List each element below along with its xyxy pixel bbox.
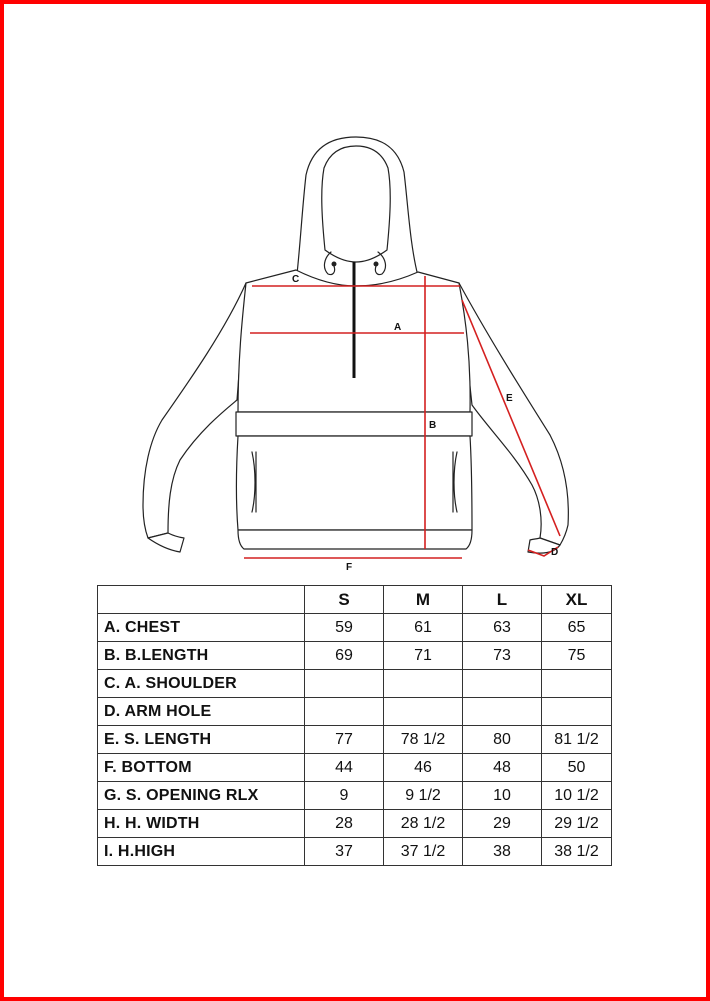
cell-value: 81 1/2 [542,726,612,754]
table-row [98,838,612,866]
header-empty [98,586,305,614]
label-chest: A [394,322,402,333]
row-label: I. H.HIGH [98,838,305,866]
row-label: E. S. LENGTH [98,726,305,754]
pocket-band [236,412,472,436]
cell-value: 9 1/2 [384,782,463,810]
header-size-xl: XL [542,586,612,614]
cell-value: 37 1/2 [384,838,463,866]
table-header-row [98,586,612,614]
table-row [98,614,612,642]
table-row [98,754,612,782]
cell-value: 28 1/2 [384,810,463,838]
header-size-s: S [305,586,384,614]
row-label: B. B.LENGTH [98,642,305,670]
sleeve-right [459,283,568,545]
cell-value: 63 [463,614,542,642]
cell-value [305,670,384,698]
cell-value: 61 [384,614,463,642]
cell-value [463,670,542,698]
cell-value [384,670,463,698]
lower-body [237,436,473,530]
cell-value [542,670,612,698]
cell-value [542,698,612,726]
header-size-m: M [384,586,463,614]
hood-outline [296,137,418,286]
cell-value: 69 [305,642,384,670]
sleeve-length-measure-line [462,300,560,536]
cell-value: 38 1/2 [542,838,612,866]
cell-value [384,698,463,726]
table-row [98,642,612,670]
table-row [98,810,612,838]
cell-value [463,698,542,726]
cell-value: 77 [305,726,384,754]
label-sleeve-length: E [506,393,513,404]
cell-value: 78 1/2 [384,726,463,754]
row-label: D. ARM HOLE [98,698,305,726]
label-arm-hole: D [551,547,559,558]
cell-value: 71 [384,642,463,670]
cell-value: 48 [463,754,542,782]
cell-value: 29 1/2 [542,810,612,838]
table-row [98,726,612,754]
row-label: H. H. WIDTH [98,810,305,838]
cell-value: 65 [542,614,612,642]
cell-value: 75 [542,642,612,670]
table-row [98,698,612,726]
hem-band [238,530,472,549]
size-chart-table [97,585,612,866]
row-label: G. S. OPENING RLX [98,782,305,810]
header-size-l: L [463,586,542,614]
cell-value: 38 [463,838,542,866]
sleeve-left [143,283,246,538]
table-row [98,782,612,810]
cell-value: 50 [542,754,612,782]
cell-value: 59 [305,614,384,642]
cell-value: 28 [305,810,384,838]
label-bottom: F [346,562,353,573]
cord-stopper-right [374,262,379,267]
cell-value: 9 [305,782,384,810]
cell-value: 46 [384,754,463,782]
cell-value: 80 [463,726,542,754]
label-body-length: B [429,420,437,431]
row-label: F. BOTTOM [98,754,305,782]
row-label: C. A. SHOULDER [98,670,305,698]
cell-value: 73 [463,642,542,670]
row-label: A. CHEST [98,614,305,642]
cord-stopper-left [332,262,337,267]
cell-value: 29 [463,810,542,838]
cell-value: 44 [305,754,384,782]
cell-value: 10 [463,782,542,810]
cell-value: 10 1/2 [542,782,612,810]
cell-value [305,698,384,726]
table-row [98,670,612,698]
label-shoulder: C [292,274,300,285]
cell-value: 37 [305,838,384,866]
